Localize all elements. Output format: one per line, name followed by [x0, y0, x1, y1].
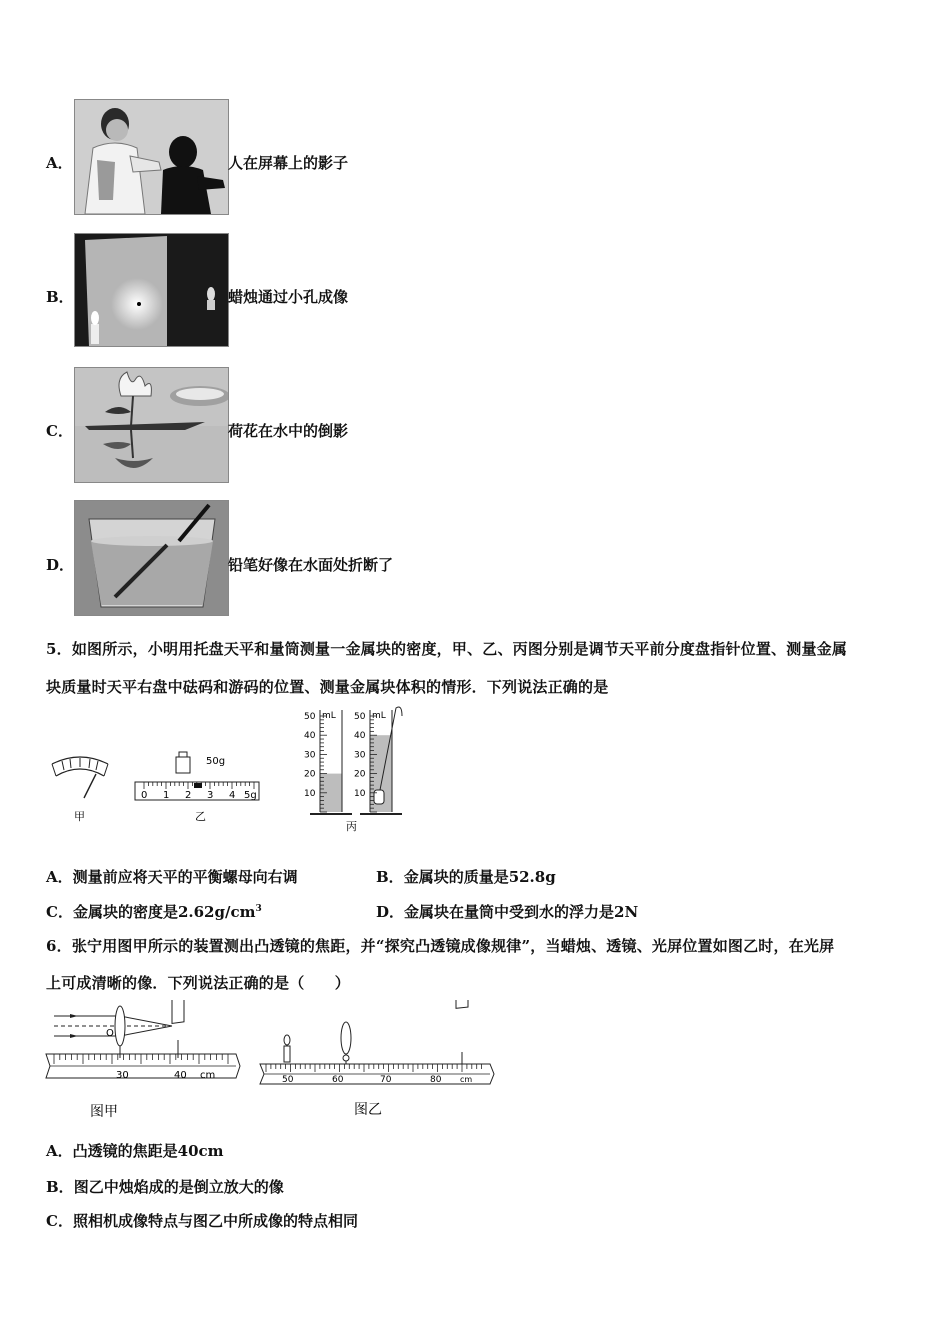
- option-text: 图乙中烛焰成的是倒立放大的像: [73, 1178, 284, 1196]
- lens-center-o: O: [106, 1028, 114, 1039]
- option-text: 凸透镜的焦距是40cm: [72, 1142, 224, 1160]
- option-text: 金属块的密度是2.62g/cm: [72, 903, 256, 921]
- q5-option-d: [376, 901, 638, 922]
- option-text: 照相机成像特点与图乙中所成像的特点相同: [72, 1212, 358, 1230]
- option-text: 金属块在量筒中受到水的浮力是2N: [404, 903, 639, 921]
- q5-stem-line1: 5．如图所示，小明用托盘天平和量筒测量一金属块的密度，甲、乙、丙图分别是调节天平前分度盘指针位置、测量金属: [46, 640, 848, 658]
- option-text: 荷花在水中的倒影: [228, 422, 349, 440]
- balance-dial: [52, 757, 108, 798]
- q5-figure: [40, 702, 420, 838]
- photo-pencil-refraction: [74, 500, 229, 616]
- yi-tick-cm: cm: [460, 1075, 473, 1084]
- cylinder-1-label: 30: [304, 750, 316, 761]
- option-letter: C．: [46, 1212, 73, 1230]
- jia-tick-cm: cm: [200, 1070, 216, 1081]
- rider: [194, 783, 202, 788]
- cylinder-1-label: 40: [304, 731, 316, 742]
- q6-option-c: [46, 1210, 358, 1231]
- figure-yi-optical-bench: [260, 1000, 494, 1084]
- option-letter: A．: [46, 1142, 73, 1160]
- option-letter: B．: [46, 288, 74, 306]
- q6-option-a: [46, 1140, 224, 1161]
- yi-tick-70: 70: [380, 1075, 392, 1085]
- ruler-tick-5: 5g: [244, 790, 257, 801]
- option-text: 金属块的质量是52.8g: [403, 868, 556, 886]
- cylinder-1-label: 20: [304, 769, 316, 780]
- cylinder-1-label: 50: [304, 712, 316, 722]
- photo-lotus-reflection: [74, 367, 229, 483]
- ruler-tick-0: 0: [141, 790, 148, 801]
- q6-figure: [40, 1000, 500, 1126]
- weight-label: 50g: [206, 756, 226, 767]
- q6-stem-line2: 上可成清晰的像．下列说法正确的是（ ）: [46, 974, 351, 992]
- photo-pinhole: [74, 233, 229, 347]
- label-jia: 甲: [74, 810, 85, 823]
- ruler-tick-4: 4: [229, 790, 236, 801]
- ruler-tick-3: 3: [207, 790, 214, 801]
- option-letter: B．: [376, 868, 404, 886]
- q5-option-a: [46, 866, 298, 887]
- q5-option-b: [376, 866, 556, 887]
- option-letter: A．: [46, 868, 73, 886]
- option-letter: D．: [46, 556, 75, 574]
- caption-jia: 图甲: [90, 1104, 118, 1120]
- q5-option-c: [46, 901, 262, 922]
- label-yi: 乙: [195, 810, 206, 823]
- cylinder-2-label: 10: [354, 788, 366, 799]
- ruler-tick-2: 2: [185, 790, 192, 801]
- cylinder-2-label: 40: [354, 731, 366, 742]
- yi-tick-50: 50: [282, 1075, 294, 1085]
- option-text: 铅笔好像在水面处折断了: [228, 556, 394, 574]
- cylinder-2-label: 50: [354, 712, 366, 722]
- option-letter: D．: [376, 903, 405, 921]
- option-letter: C．: [46, 422, 73, 440]
- cylinder-2-label: 30: [354, 750, 366, 761]
- option-text: 蜡烛通过小孔成像: [228, 288, 349, 306]
- ruler-tick-1: 1: [163, 790, 170, 801]
- figure-jia-focal: [46, 1000, 240, 1078]
- option-text: 测量前应将天平的平衡螺母向右调: [72, 868, 298, 886]
- photo-shadow: [74, 99, 229, 215]
- option-text: 人在屏幕上的影子: [228, 154, 349, 172]
- cylinder-2-label: 20: [354, 769, 366, 780]
- cylinder-1: [310, 710, 352, 814]
- cylinder-1-label: 10: [304, 788, 316, 799]
- q6-option-b: [46, 1176, 284, 1197]
- cyl1-unit: mL: [322, 711, 336, 721]
- q5-stem-line2: 块质量时天平右盘中砝码和游码的位置、测量金属块体积的情形．下列说法正确的是: [46, 678, 609, 696]
- cylinder-2: [360, 707, 402, 814]
- option-letter: C．: [46, 903, 73, 921]
- yi-tick-80: 80: [430, 1075, 442, 1085]
- cyl2-unit: mL: [372, 711, 386, 721]
- option-letter: A．: [46, 154, 73, 172]
- weight-50g: [176, 752, 190, 773]
- q6-stem-line1: 6．张宁用图甲所示的装置测出凸透镜的焦距，并“探究凸透镜成像规律”，当蜡烛、透镜、光屏位置如图乙时，在光屏: [46, 937, 835, 955]
- caption-yi: 图乙: [354, 1102, 382, 1118]
- yi-tick-60: 60: [332, 1075, 344, 1085]
- label-bing: 丙: [346, 820, 357, 833]
- jia-tick-40: 40: [174, 1070, 187, 1081]
- option-letter: B．: [46, 1178, 74, 1196]
- unit-superscript: 3: [255, 904, 262, 914]
- jia-tick-30: 30: [116, 1070, 129, 1081]
